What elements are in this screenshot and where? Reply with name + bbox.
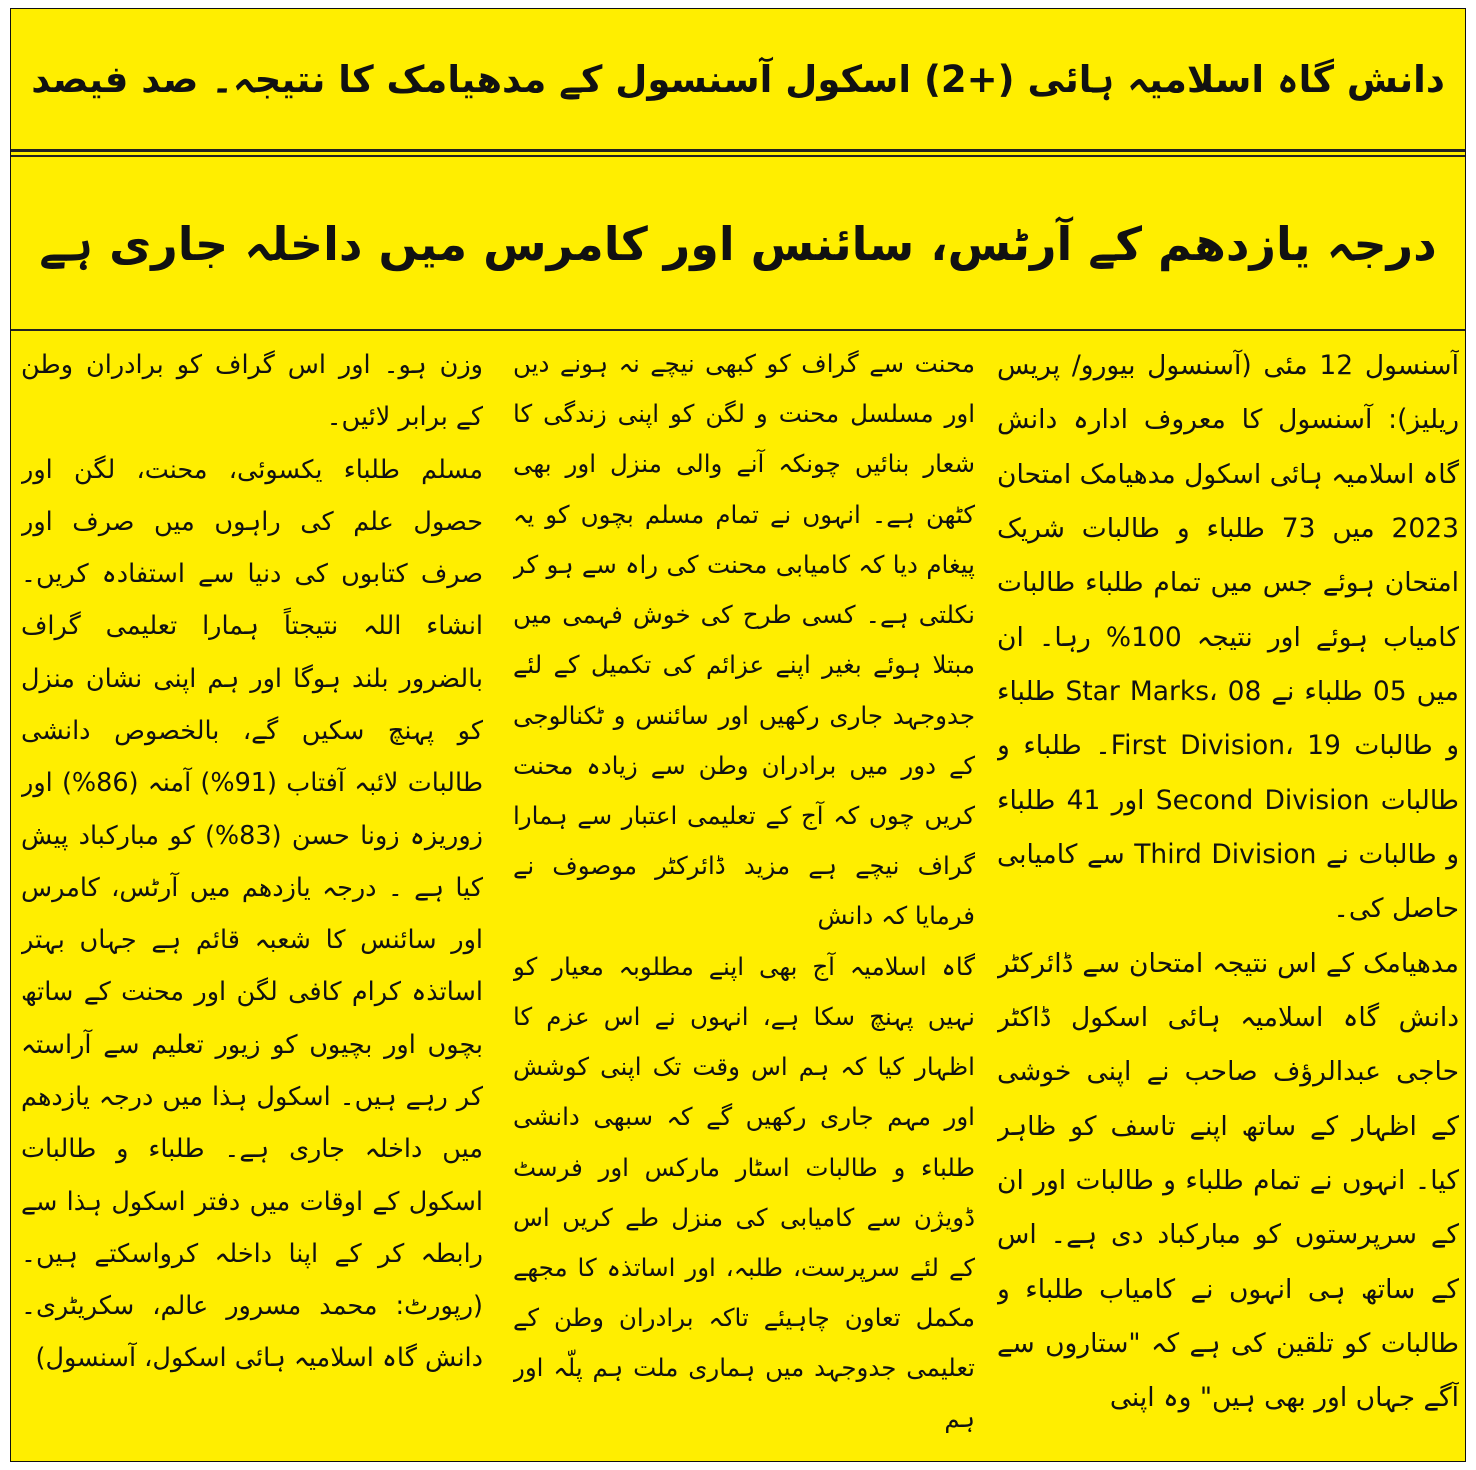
paragraph: محنت سے گراف کو کبھی نیچے نہ ہونے دیں اور مسلسل محنت و لگن کو اپنی زندگی کا شعار بنائیں چونکہ آنے والی منزل اور بھی کٹھن ہے۔ انہوں نے تمام مسلم بچوں کو یہ پیغام دیا کہ کامیابی محنت کی راہ سے ہو کر نکلتی ہے۔ کسی طرح کی خوش فہمی میں مبتلا ہوئے بغیر اپنے عزائم کی تکمیل کے لئے جدوجہد جاری رکھیں اور سائنس و ٹکنالوجی کے دور میں برادران وطن سے زیادہ محنت کریں چوں کہ آج کے تعلیمی اعتبار سے ہمارا گراف نیچے ہے مزید ڈائرکٹر موصوف نے فرمایا کہ دانش [513,349,975,931]
article-column-right [997,339,1459,1449]
paragraph: گاہ اسلامیہ آج بھی اپنے مطلوبہ معیار کو نہیں پہنچ سکا ہے، انہوں نے اس عزم کا اظہار کیا کہ ہم اس وقت تک اپنی کوشش اور مہم جاری رکھیں گے کہ سبھی دانشی طلباء و طالبات اسٹار مارکس اور فرسٹ ڈویژن سے کامیابی کی منزل طے کریں اس کے لئے سرپرست، طلبہ، اور اساتذہ کا مجھے مکمل تعاون چاہیئے تاکہ برادران وطن کے تعلیمی جدوجہد میں ہماری ملت ہم پلّہ اور ہم [513,951,975,1433]
paragraph: وزن ہو۔ اور اس گراف کو برادران وطن کے برابر لائیں۔ [21,350,483,433]
paragraph: مدھیامک کے اس نتیجہ امتحان سے ڈائرکٹر دانش گاہ اسلامیہ ہائی اسکول ڈاکٹر حاجی عبدالرؤف صاحب نے اپنی خوشی کے اظہار کے ساتھ اپنے تاسف کو ظاہر کیا۔ انہوں نے تمام طلباء و طالبات اور ان کے سرپرستوں کو مبارکباد دی ہے۔ اس کے ساتھ ہی انہوں نے کامیاب طلباء و طالبات کو تلقین کی ہے کہ "ستاروں سے آگے جہاں اور بھی ہیں" وہ اپنی [997,947,1459,1414]
newspaper-clipping [10,8,1466,1462]
main-headline-band [11,159,1465,331]
headline-divider [11,155,1465,157]
top-headline: دانش گاہ اسلامیہ ہائی (+2) اسکول آسنسول کے مدھیامک کا نتیجہ۔ صد فیصد [31,57,1445,101]
top-headline-band [11,9,1465,152]
article-column-middle [513,339,975,1449]
paragraph: آسنسول 12 مئی (آسنسول بیورو/ پریس ریلیز): آسنسول کا معروف ادارہ دانش گاہ اسلامیہ ہائی اسکول مدھیامک امتحان 2023 میں 73 طلباء و طالبات شریک امتحان ہوئے جس میں تمام طلباء طالبات کامیاب ہوئے اور نتیجہ 100% رہا۔ ان میں 05 طلباء نے Star Marks، 08 طلباء و طالبات First Division، 19۔ طلباء و طالبات Second Division اور 41 طلباء و طالبات نے Third Division سے کامیابی حاصل کی۔ [997,350,1459,925]
paragraph: مسلم طلباء یکسوئی، محنت، لگن اور حصول علم کی راہوں میں صرف اور صرف کتابوں کی دنیا سے استفادہ کریں۔ انشاء اللہ نتیجتاً ہمارا تعلیمی گراف بالضرور بلند ہوگا اور ہم اپنی نشان منزل کو پہنچ سکیں گے، بالخصوص دانشی طالبات لائبہ آفتاب (91%) آمنہ (86%) اور زوریزہ زونا حسن (83%) کو مبارکباد پیش کیا ہے ۔ درجہ یازدھم میں آرٹس، کامرس اور سائنس کا شعبہ قائم ہے جہاں بہتر اساتذہ کرام کافی لگن اور محنت کے ساتھ بچوں اور بچیوں کو زیور تعلیم سے آراستہ کر رہے ہیں۔ اسکول ہذا میں درجہ یازدھم میں داخلہ جاری ہے۔ طلباء و طالبات اسکول کے اوقات میں دفتر اسکول ہذا سے رابطہ کر کے اپنا داخلہ کرواسکتے ہیں۔ (رپورٹ: محمد مسرور عالم، سکریٹری۔ دانش گاہ اسلامیہ ہائی اسکول، آسنسول) [21,454,483,1374]
article-column-left [21,339,483,1449]
main-headline: درجہ یازدھم کے آرٹس، سائنس اور کامرس میں داخلہ جاری ہے [39,217,1437,271]
